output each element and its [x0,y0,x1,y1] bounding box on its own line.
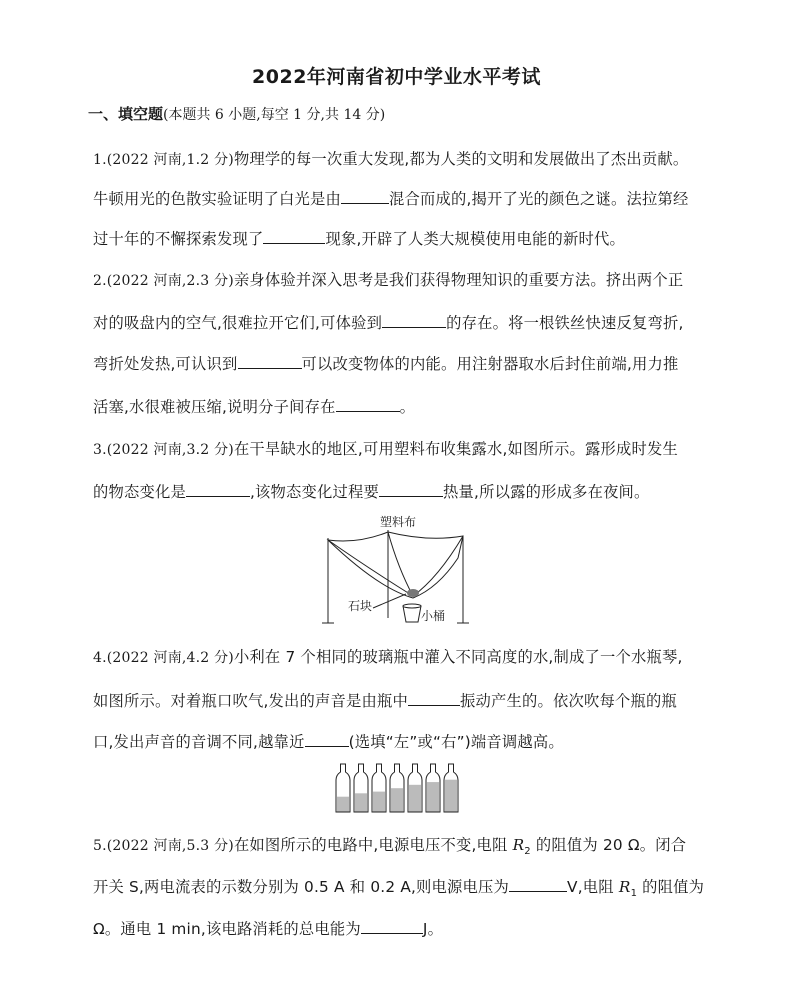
answer-blank[interactable] [408,691,460,706]
dew-collector-figure [318,508,478,628]
section-note: (本题共 6 小题,每空 1 分,共 14 分) [163,107,386,123]
cloth-fold [388,532,413,596]
bottle-water [391,788,403,812]
q5-text-2b: V,电阻 [567,878,619,896]
q1-line-1 [93,147,705,169]
q5-text-1b: 的阻值为 20 Ω。闭合 [530,836,687,854]
q3-text-2c: 热量,所以露的形成多在夜间。 [443,483,650,501]
q4-text-3b: (选填“左”或“右”)端音调越高。 [348,733,564,751]
answer-blank[interactable] [186,482,250,497]
bottle-water [427,782,439,812]
plastic-cloth [328,532,463,598]
answer-blank[interactable] [336,397,400,412]
bottle [372,764,386,812]
bottle [336,764,350,812]
answer-blank[interactable] [361,919,423,934]
bottle [354,764,368,812]
q4-text-3a: 口,发出声音的音调不同,越靠近 [93,733,305,751]
q1-text-3b: 现象,开辟了人类大规模使用电能的新时代。 [325,230,625,248]
answer-blank[interactable] [341,189,389,204]
answer-blank[interactable] [305,732,349,747]
q4-source: 4.(2022 河南,4.2 分) [93,650,234,666]
label-cloth: 塑料布 [380,515,417,529]
stone-pointer [373,594,406,608]
q4-line-2 [93,689,705,711]
q5-text-1a: 在如图所示的电路中,电源电压不变,电阻 [233,836,513,854]
q1-text-3a: 过十年的不懈探索发现了 [93,230,264,248]
q3-text-2b: ,该物态变化过程要 [249,483,380,501]
section-title: 一、填空题 [88,105,164,123]
q2-text-1: 亲身体验并深入思考是我们获得物理知识的重要方法。挤出两个正 [233,271,684,289]
label-bucket: 小桶 [421,609,446,623]
q5-line-3 [93,917,705,939]
bottle [444,764,458,812]
bottle-water [409,785,421,812]
q2-source: 2.(2022 河南,2.3 分) [93,273,234,289]
q1-source: 1.(2022 河南,1.2 分) [93,152,234,168]
q5-source: 5.(2022 河南,5.3 分) [93,838,234,854]
q2-line-2 [93,311,705,333]
q3-source: 3.(2022 河南,3.2 分) [93,442,234,458]
bottle-water [445,780,457,812]
bottle [408,764,422,812]
r1-subscript: 1 [630,888,638,900]
q5-line-1 [93,833,705,857]
q1-text-1: 物理学的每一次重大发现,都为人类的文明和发展做出了杰出贡献。 [233,150,689,168]
q1-line-3 [93,227,705,249]
q4-text-2a: 如图所示。对着瓶口吹气,发出的声音是由瓶中 [93,692,409,710]
bottle-water [355,793,367,812]
q3-text-1: 在干旱缺水的地区,可用塑料布收集露水,如图所示。露形成时发生 [233,440,678,458]
q5-text-2a: 开关 S,两电流表的示数分别为 0.5 A 和 0.2 A,则电源电压为 [93,878,510,896]
q2-text-2a: 对的吸盘内的空气,很难拉开它们,可体验到 [93,314,383,332]
q5-text-3b: J。 [422,920,444,938]
page-title: 2022年河南省初中学业水平考试 [252,66,541,88]
r1-symbol: R [618,878,631,896]
answer-blank[interactable] [379,482,443,497]
q2-text-4a: 活塞,水很难被压缩,说明分子间存在 [93,398,336,416]
q1-text-2a: 牛顿用光的色散实验证明了白光是由 [93,190,341,208]
answer-blank[interactable] [509,877,567,892]
q2-line-1 [93,268,705,290]
q2-text-4b: 。 [399,398,416,416]
bottle-water [337,797,349,812]
q3-text-2a: 的物态变化是 [93,483,186,501]
q1-text-2b: 混合而成的,揭开了光的颜色之谜。法拉第经 [388,190,689,208]
answer-blank[interactable] [238,354,302,369]
q2-text-3a: 弯折处发热,可认识到 [93,355,238,373]
cloth-fold [413,536,463,596]
q2-line-4 [93,395,705,417]
r2-symbol: R [512,836,525,854]
q3-line-1 [93,437,705,459]
answer-blank[interactable] [263,229,325,244]
q4-text-1: 小利在 7 个相同的玻璃瓶中灌入不同高度的水,制成了一个水瓶琴, [233,648,683,666]
q4-text-2b: 振动产生的。依次吹每个瓶的瓶 [460,692,677,710]
q5-text-2c: 的阻值为 [637,878,705,896]
answer-blank[interactable] [382,313,446,328]
stone [407,589,419,597]
q2-line-3 [93,352,705,374]
label-stone: 石块 [348,599,373,613]
q3-line-2 [93,480,705,502]
q1-line-2 [93,187,705,209]
q4-line-1 [93,645,705,667]
q5-text-3a: Ω。通电 1 min,该电路消耗的总电能为 [93,920,361,938]
bottle [426,764,440,812]
q2-text-3b: 可以改变物体的内能。用注射器取水后封住前端,用力推 [301,355,679,373]
q4-line-3 [93,730,705,752]
bottle [390,764,404,812]
q2-text-2b: 的存在。将一根铁丝快速反复弯折, [446,314,684,332]
section-header [88,103,385,124]
bottle-water [373,792,385,812]
r2-subscript: 2 [524,846,531,858]
water-bottles-figure [334,762,464,814]
q5-line-2 [93,875,705,899]
